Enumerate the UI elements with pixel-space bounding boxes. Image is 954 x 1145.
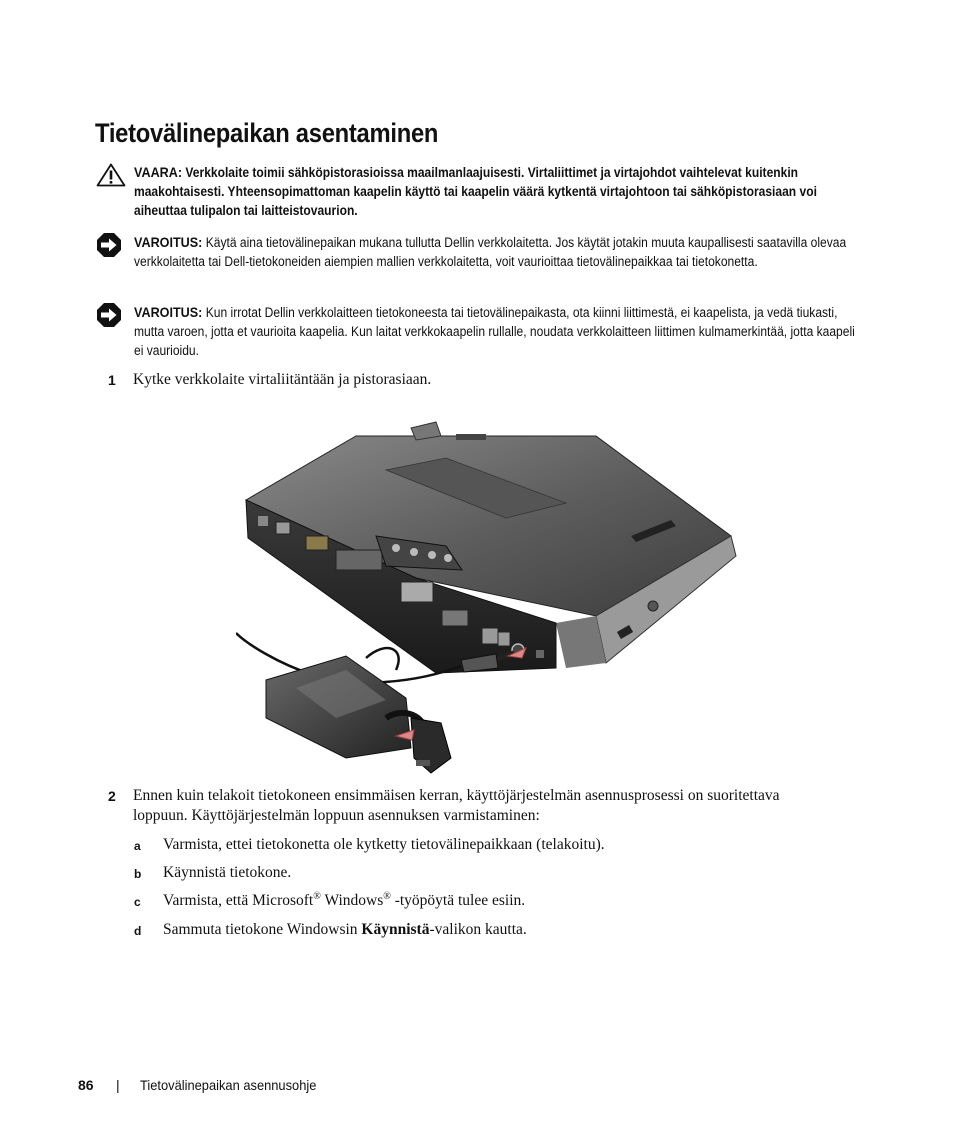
caution-notice-2 [96,303,866,363]
caution-text: Kun irrotat Dellin verkkolaitteen tietokoneesta tai tietovälinepaikasta, ota kiinni liittimestä, ei kaapelista, ja vedä tiukasti, mutta varoen, jotta et vaurioita kaapelia. Kun laitat verkkokaapelin rullalle, noudata verkkolaitteen liittimen kulmamerkintää, jotta kaapeli ei vaurioidu. [134,305,855,358]
warning-notice [96,163,866,225]
step-text: Kytke verkkolaite virtaliitäntään ja pistorasiaan. [133,371,432,388]
page-number: 86 [78,1077,94,1093]
step-1 [108,370,828,392]
substep-text: Käynnistä tietokone. [163,864,292,881]
substep-a [134,835,834,857]
step-2 [108,786,828,828]
footer-separator: | [116,1077,120,1093]
warning-text: Verkkolaite toimii sähköpistorasioissa maailmanlaajuisesti. Virtaliittimet ja virtajohdot vaihtelevat kuitenkin maakohtaisesti. Yhteensopimattoman kaapelin käyttö tai kaapelin väärä kytkentä virtajohtoon tai sähköpistorasiaan voi aiheuttaa tulipalon tai laitteistovaurion. [134,165,817,218]
caution-label: VAROITUS: [134,304,203,320]
substep-letter: d [134,924,142,938]
substep-b [134,863,834,885]
page-title: Tietovälinepaikan asentaminen [95,118,439,148]
substep-d [134,920,834,942]
substep-letter: b [134,867,142,881]
substep-text: Varmista, että Microsoft® Windows® -työpöytä tulee esiin. [163,890,526,909]
caution-text: Käytä aina tietovälinepaikan mukana tullutta Dellin verkkolaitetta. Jos käytät jotakin muuta kaupallisesti saatavilla olevaa verkkolaitetta tai Dell-tietokoneiden aiempien mallien verkkolaitetta, voit vaurioittaa tietovälinepaikkaa tai tietokonetta. [134,235,847,269]
step-number: 1 [108,372,116,388]
caution-icon [96,232,122,258]
page-footer [78,1077,317,1093]
step-text: Ennen kuin telakoit tietokoneen ensimmäisen kerran, käyttöjärjestelmän asennusprosessi on suoritettava loppuun. Käyttöjärjestelmän loppuun asennuksen varmistaminen: [133,787,780,824]
caution-label: VAROITUS: [134,234,203,250]
substep-text: Varmista, ettei tietokonetta ole kytketty tietovälinepaikkaan (telakoitu). [163,836,605,853]
step-number: 2 [108,788,116,804]
start-menu-name: Käynnistä [361,921,430,938]
substep-letter: a [134,839,141,853]
warning-label: VAARA: [134,164,183,180]
substep-c [134,891,834,913]
media-base-adapter-illustration [236,418,746,778]
warning-triangle-icon [96,163,126,187]
caution-notice-1 [96,233,866,293]
substep-letter: c [134,895,141,909]
document-title: Tietovälinepaikan asennusohje [140,1077,317,1093]
caution-icon [96,302,122,328]
substep-text: Sammuta tietokone Windowsin Käynnistä-valikon kautta. [163,921,527,938]
